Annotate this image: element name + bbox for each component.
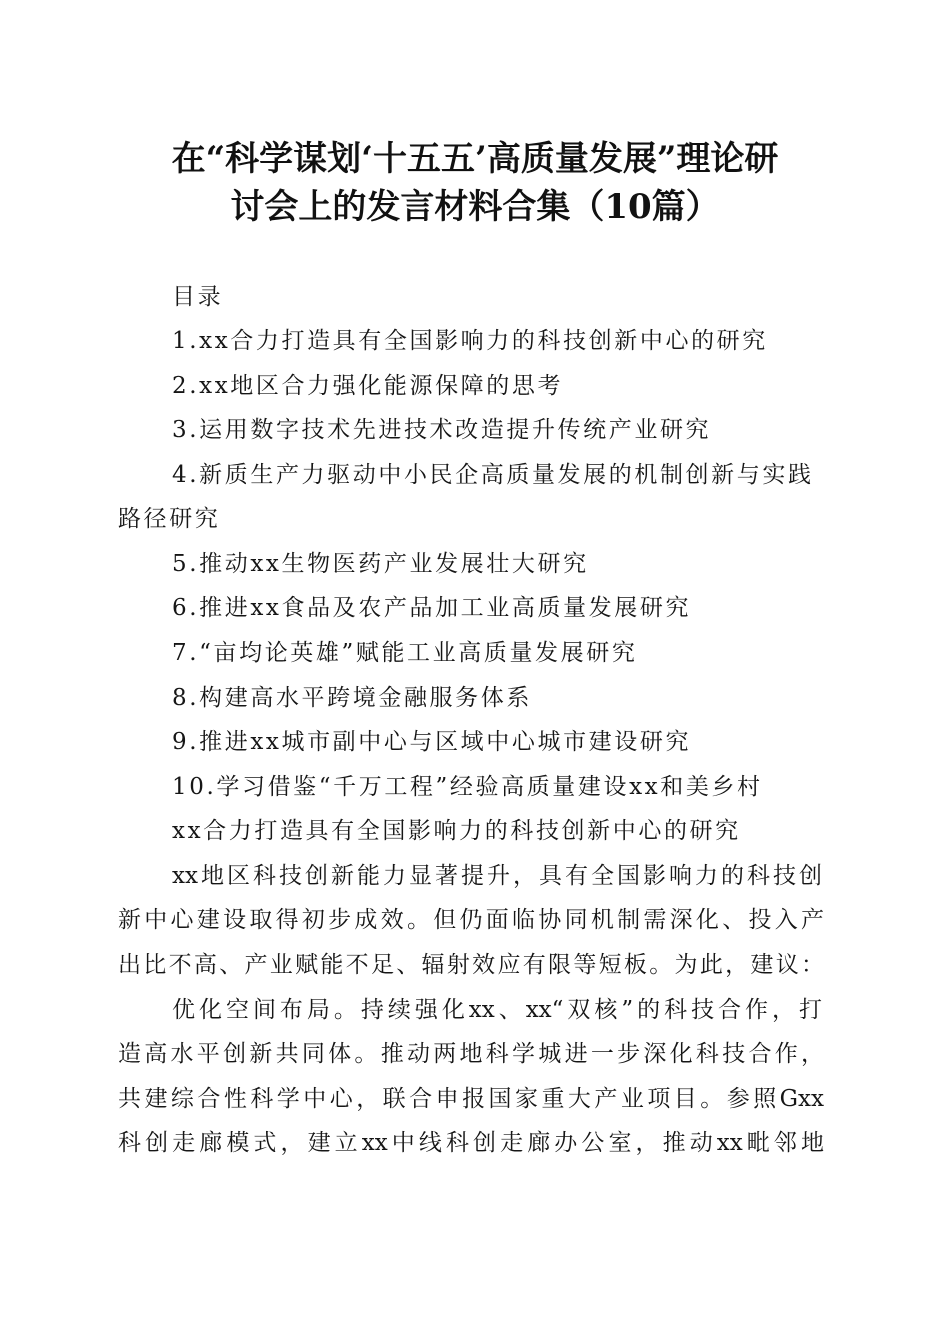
toc-item-5: 5.推动xx生物医药产业发展壮大研究 xyxy=(172,551,589,577)
paragraph-2-line-4: 科创走廊模式，建立xx中线科创走廊办公室，推动xx毗邻地 xyxy=(118,1130,824,1156)
paragraph-1-line-2: 新中心建设取得初步成效。但仍面临协同机制需深化、投入产 xyxy=(118,907,824,933)
toc-item-7: 7.“亩均论英雄”赋能工业高质量发展研究 xyxy=(172,640,638,666)
toc-item-8: 8.构建高水平跨境金融服务体系 xyxy=(172,685,532,711)
toc-heading: 目录 xyxy=(172,284,224,310)
paragraph-2-line-1: 优化空间布局。持续强化xx、xx“双核”的科技合作，打 xyxy=(172,997,822,1023)
paragraph-2-line-2: 造高水平创新共同体。推动两地科学城进一步深化科技合作， xyxy=(118,1041,824,1067)
toc-item-2: 2.xx地区合力强化能源保障的思考 xyxy=(172,373,564,399)
document-title-line-2: 讨会上的发言材料合集（10篇） xyxy=(230,187,720,227)
toc-item-9: 9.推进xx城市副中心与区域中心城市建设研究 xyxy=(172,729,692,755)
paragraph-2-line-3: 共建综合性科学中心，联合申报国家重大产业项目。参照Gxx xyxy=(118,1086,824,1112)
toc-item-3: 3.运用数字技术先进技术改造提升传统产业研究 xyxy=(172,417,712,443)
toc-item-6: 6.推进xx食品及农产品加工业高质量发展研究 xyxy=(172,595,692,621)
toc-item-1: 1.xx合力打造具有全国影响力的科技创新中心的研究 xyxy=(172,328,768,354)
section-title: xx合力打造具有全国影响力的科技创新中心的研究 xyxy=(172,818,741,844)
paragraph-1-line-3: 出比不高、产业赋能不足、辐射效应有限等短板。为此，建议： xyxy=(118,952,824,978)
toc-item-4: 4.新质生产力驱动中小民企高质量发展的机制创新与实践 xyxy=(172,462,814,488)
toc-item-10: 10.学习借鉴“千万工程”经验高质量建设xx和美乡村 xyxy=(172,774,763,800)
paragraph-1-line-1: xx地区科技创新能力显著提升，具有全国影响力的科技创 xyxy=(172,863,822,889)
toc-item-4-continued: 路径研究 xyxy=(118,506,221,532)
document-title-line-1: 在“科学谋划‘十五五’高质量发展”理论研 xyxy=(171,139,779,179)
